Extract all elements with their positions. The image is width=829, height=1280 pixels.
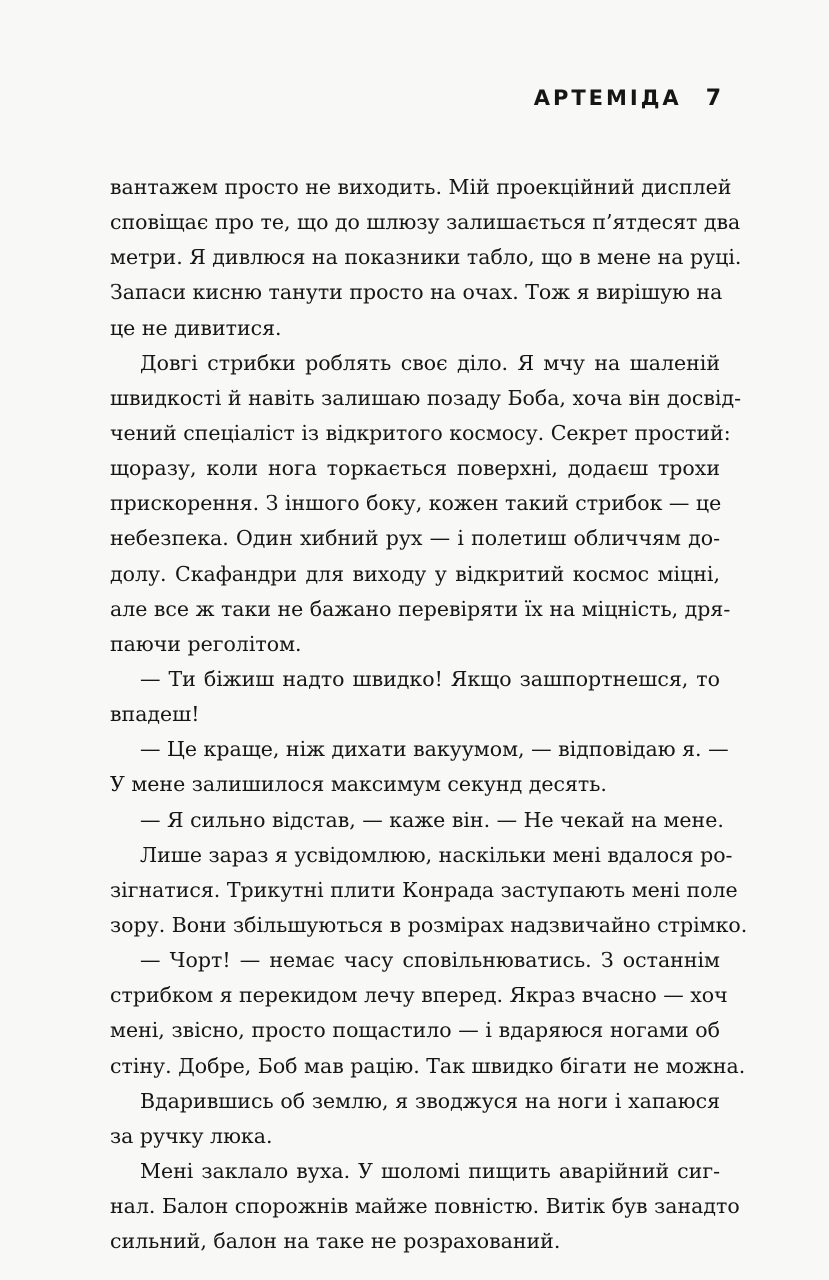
text-line: Лише зараз я усвідомлюю, наскільки мені вдалося ро- bbox=[140, 842, 733, 867]
text-line: метри. Я дивлюся на показники табло, що в мене на руці. bbox=[110, 245, 742, 270]
text-line: — Це краще, ніж дихати вакуумом, — відповідаю я. — bbox=[140, 737, 729, 762]
text-line: мені, звісно, просто пощастило — і вдаряюся ногами об bbox=[110, 1018, 720, 1043]
text-line: — Чорт! — немає часу сповільнюватись. З останнім bbox=[140, 948, 720, 973]
text-line: паючи реголітом. bbox=[110, 631, 302, 656]
text-line: Мені заклало вуха. У шоломі пищить аварійний сиг- bbox=[140, 1158, 720, 1183]
text-line: сповіщає про те, що до шлюзу залишається п’ятдесят два bbox=[110, 210, 741, 235]
text-line: Запаси кисню танути просто на очах. Тож я вирішую на bbox=[110, 280, 723, 305]
text-line: щоразу, коли нога торкається поверхні, додаєш трохи bbox=[110, 456, 720, 481]
text-line: за ручку люка. bbox=[110, 1123, 273, 1148]
running-head bbox=[534, 86, 721, 111]
text-line: — Ти біжиш надто швидко! Якщо зашпортнешся, то bbox=[140, 666, 720, 691]
text-line: Вдарившись об землю, я зводжуся на ноги і хапаюся bbox=[140, 1088, 720, 1113]
book-title: АРТЕМІДА bbox=[533, 86, 682, 110]
text-line: але все ж таки не бажано перевіряти їх на міцність, дря- bbox=[110, 596, 731, 621]
body-text bbox=[110, 170, 748, 1259]
text-line: чений спеціаліст із відкритого космосу. Секрет простий: bbox=[110, 420, 731, 445]
text-line: прискорення. З іншого боку, кожен такий стрибок — це bbox=[110, 491, 722, 516]
text-line: небезпека. Один хибний рух — і полетиш обличчям до- bbox=[110, 526, 720, 551]
text-line: У мене залишилося максимум секунд десять. bbox=[110, 772, 607, 797]
page-number: 7 bbox=[705, 86, 721, 111]
text-line: стрибком я перекидом лечу вперед. Якраз вчасно — хоч bbox=[110, 983, 728, 1008]
text-line: вантажем просто не виходить. Мій проекційний дисплей bbox=[110, 175, 732, 199]
text-line: нал. Балон спорожнів майже повністю. Витік був занадто bbox=[110, 1194, 740, 1219]
text-line: це не дивитися. bbox=[110, 315, 282, 340]
text-line: сильний, балон на таке не розрахований. bbox=[110, 1229, 561, 1254]
text-line: зору. Вони збільшуються в розмірах надзвичайно стрімко. bbox=[110, 912, 748, 937]
text-line: швидкості й навіть залишаю позаду Боба, хоча він досвід- bbox=[110, 385, 742, 410]
text-line: — Я сильно відстав, — каже він. — Не чекай на мене. bbox=[140, 807, 724, 832]
text-line: впадеш! bbox=[110, 702, 200, 727]
text-line: долу. Скафандри для виходу у відкритий космос міцні, bbox=[110, 561, 720, 586]
text-line: Довгі стрибки роблять своє діло. Я мчу на шаленій bbox=[140, 350, 720, 375]
text-line: стіну. Добре, Боб мав рацію. Так швидко бігати не можна. bbox=[110, 1053, 746, 1078]
text-line: зігнатися. Трикутні плити Конрада заступають мені поле bbox=[110, 877, 738, 902]
